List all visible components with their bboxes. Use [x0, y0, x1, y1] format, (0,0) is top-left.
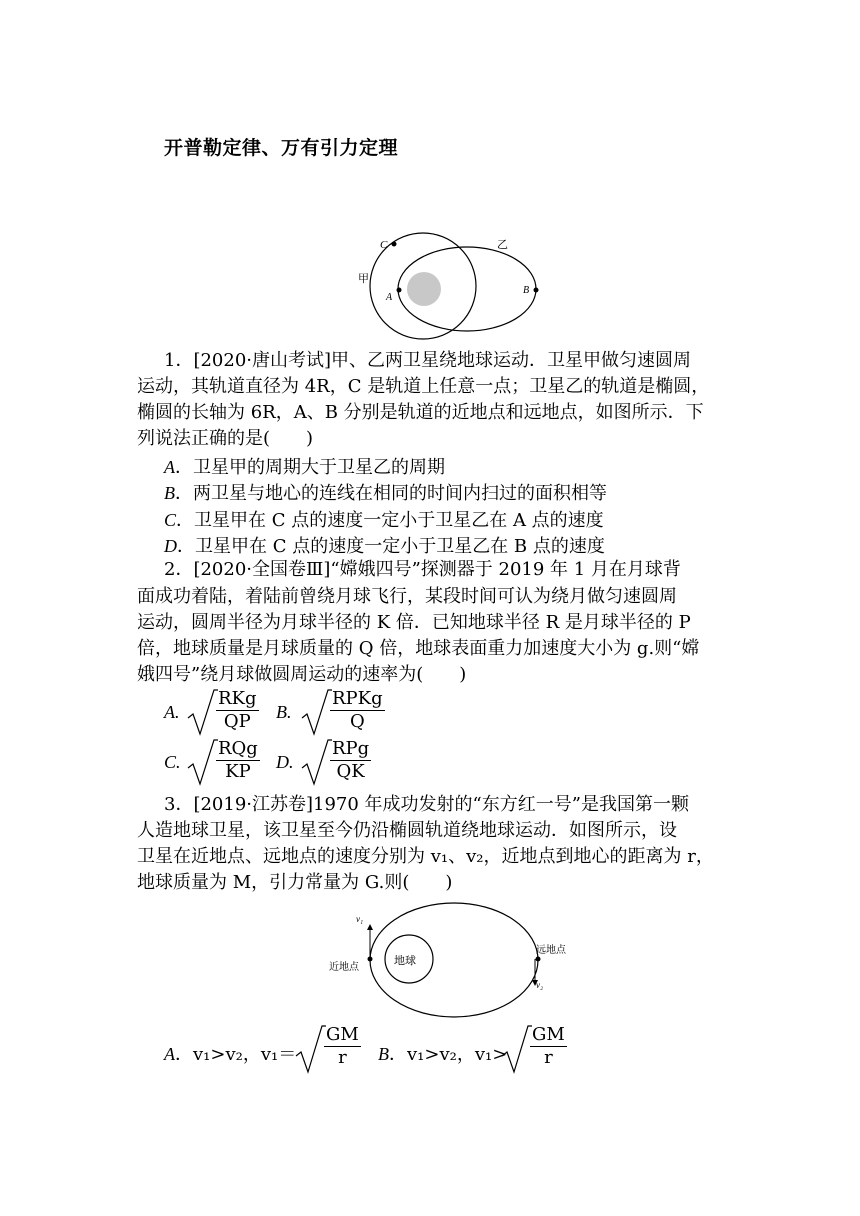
q3-option-a-text: A．v₁>v₂，v₁＝	[164, 1044, 297, 1065]
label-C: C	[380, 239, 388, 251]
q2-line5: 娥四号”绕月球做圆周运动的速率为( )	[137, 664, 467, 685]
perigee-label: 近地点	[329, 962, 359, 973]
q3-line4: 地球质量为 M，引力常量为 G.则( )	[137, 872, 453, 893]
radical-sign	[186, 688, 218, 736]
q1-option-b: B．两卫星与地心的连线在相同的时间内扫过的面积相等	[164, 483, 607, 504]
apogee-point	[536, 957, 541, 962]
q2-option-c-letter: C.	[164, 752, 181, 772]
radical-sign	[294, 1024, 326, 1074]
q1-line1: 1．[2020·唐山考试]甲、乙两卫星绕地球运动．卫星甲做匀速圆周	[164, 350, 692, 371]
q3-option-a-fraction: $\frac{GM}{r}$	[326, 1024, 359, 1068]
earth-label: 地球	[394, 955, 416, 967]
q2-line3: 运动，圆周半径为月球半径的 K 倍．已知地球半径 R 是月球半径的 P	[137, 612, 691, 633]
label-jia: 甲	[358, 273, 369, 285]
q1-line3: 椭圆的长轴为 6R，A、B 分别是轨道的近地点和远地点，如图所示．下	[137, 402, 704, 423]
point-A	[397, 288, 402, 293]
page-title: 开普勒定律、万有引力定理	[164, 137, 399, 159]
q2-line2: 面成功着陆，着陆前曾绕月球飞行，某段时间可认为绕月做匀速圆周	[137, 586, 677, 607]
label-yi: 乙	[497, 239, 508, 251]
radical-sign	[500, 1024, 532, 1074]
radical-sign	[300, 688, 332, 736]
v2-label: v₂	[536, 980, 544, 990]
q3-line1: 3．[2019·江苏卷]1970 年成功发射的“东方红一号”是我国第一颗	[164, 794, 689, 815]
q2-option-d-letter: D.	[276, 752, 294, 772]
earth-disk	[407, 272, 441, 306]
orbit-figure-1	[340, 230, 560, 348]
q1-option-d: D．卫星甲在 C 点的速度一定小于卫星乙在 B 点的速度	[164, 536, 605, 557]
q2-option-d-fraction: RPg QK	[332, 738, 370, 782]
q3-line2: 人造地球卫星，该卫星至今仍沿椭圆轨道绕地球运动．如图所示，设	[137, 820, 677, 841]
orbit-figure-2	[320, 900, 580, 1030]
v1-arrowhead	[367, 924, 373, 930]
q3-option-b-fraction: $\frac{GM}{r}$	[532, 1024, 565, 1068]
q2-line1: 2．[2020·全国卷Ⅲ]“嫦娥四号”探测器于 2019 年 1 月在月球背	[164, 559, 681, 580]
radical-sign	[300, 738, 332, 786]
label-A: A	[386, 292, 393, 303]
q3-option-b-text: B．v₁>v₂，v₁>	[378, 1044, 508, 1065]
q2-line4: 倍，地球质量是月球质量的 Q 倍，地球表面重力加速度大小为 g.则“嫦	[137, 638, 700, 659]
apogee-label: 远地点	[536, 945, 566, 956]
q1-option-c: C．卫星甲在 C 点的速度一定小于卫星乙在 A 点的速度	[164, 510, 604, 531]
q2-option-a-fraction: RKg QP	[218, 688, 257, 732]
q3-line3: 卫星在近地点、远地点的速度分别为 v₁、v₂，近地点到地心的距离为 r，	[137, 846, 714, 867]
q2-option-b-letter: B.	[276, 702, 292, 722]
q1-line4: 列说法正确的是( )	[137, 428, 314, 449]
v1-label: v₁	[356, 914, 364, 924]
radical-sign	[186, 738, 218, 786]
point-C	[392, 242, 397, 247]
q1-line2: 运动，其轨道直径为 4R，C 是轨道上任意一点；卫星乙的轨道是椭圆，	[137, 376, 710, 397]
label-B: B	[523, 285, 530, 296]
q2-option-a-letter: A.	[164, 702, 180, 722]
point-B	[534, 288, 539, 293]
q2-option-b-fraction: RPKg Q	[332, 688, 383, 732]
q1-option-a: A．卫星甲的周期大于卫星乙的周期	[164, 457, 445, 478]
q2-option-c-fraction: RQg KP	[218, 738, 258, 782]
